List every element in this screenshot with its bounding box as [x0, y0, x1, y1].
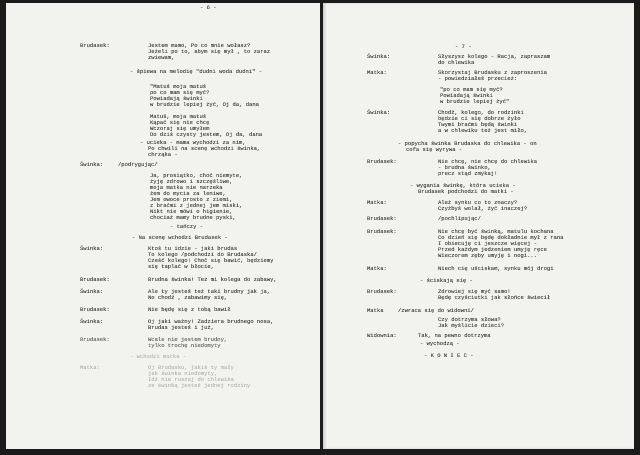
speaker-note: /pochlipując/	[438, 215, 481, 222]
stage-direction: - wychodzą -	[420, 340, 460, 347]
dialogue-line: Brudas jesteś i już,	[148, 324, 215, 331]
speaker-label: Matka:	[367, 69, 387, 76]
right-page	[323, 3, 634, 449]
speaker-label: Brudasek:	[367, 158, 397, 165]
speaker-label: Matka:	[367, 265, 387, 272]
speaker-label: Świnka:	[80, 161, 104, 168]
dialogue-line: się taplać w błocie,	[148, 263, 215, 270]
speaker-label: Świnka:	[80, 245, 104, 252]
speaker-note: /zwraca się do widowni/	[398, 307, 474, 314]
dialogue-line: Zdrowiej się myć samo!	[438, 288, 511, 295]
song-line: Jem owoce prosto z ziemi,	[150, 196, 233, 203]
dialogue-line: Ale ty jesteś też taki brudny jak ja,	[148, 288, 271, 295]
dialogue-line: będzie ci się dobrze żyło	[438, 115, 521, 122]
dialogue-line: Jeżeli po to, abym się mył , to zaraz	[148, 48, 271, 55]
stage-direction: - Na scenę wchodzi Brudasek -	[132, 234, 228, 241]
dialogue-line: Oj Brudasku, jakiś ty mały	[148, 364, 234, 371]
song-line: Powiadają świnki	[150, 95, 203, 102]
dialogue-line: Oj jaki ważny! Zadziera brudnego nosa,	[148, 318, 274, 325]
dialogue-line: precz stąd zmykaj!	[438, 170, 498, 177]
stage-direction: - ściskają się -	[420, 277, 473, 284]
dialogue-line: Wieczorem zęby umyję i nogi...	[438, 252, 538, 259]
speaker-label: Świnka:	[80, 318, 104, 325]
speaker-label: Świnka:	[80, 288, 104, 295]
dialogue-line: Jak myślicie dzieci?	[438, 322, 505, 329]
dialogue-line: jak świnka niedomyty,	[148, 370, 218, 377]
song-line: "po co mam się myć?	[440, 86, 503, 93]
dialogue-line: I obiecuję ci jeszcze więcej -	[438, 240, 538, 247]
stage-direction: - popycha świnka Brudaska do chlewika - on	[398, 140, 537, 147]
dialogue-line: Niech cię uściskam, synku mój drogi	[438, 265, 554, 272]
stage-direction: Po chwili na scenę wchodzi świnka,	[148, 145, 261, 152]
song-line: Ja, prosiątko, choć niemyte,	[150, 172, 243, 179]
stage-direction: - wygania świnkę, która ucieka -	[410, 182, 516, 189]
dialogue-line: zwiewam,	[148, 54, 175, 61]
dialogue-line: do chlewika	[438, 59, 475, 66]
speaker-label: Brudasek:	[80, 306, 110, 313]
speaker-label: Brudasek:	[367, 228, 397, 235]
song-line: Nikt nie mówi o higienie,	[150, 208, 233, 215]
song-line: "Matuś moja matuś	[150, 83, 207, 90]
speaker-label: Świnka:	[367, 109, 391, 116]
dialogue-line: Twymi braćmi będą świnki	[438, 121, 518, 128]
dialogue-line: tylko trochę niedomyty	[148, 342, 221, 349]
song-line: z braćmi z jednej jem miski,	[150, 202, 243, 209]
dialogue-line: Skorzystaj Brudasku z zaproszenia	[438, 69, 547, 76]
stage-direction: - tańczy -	[170, 223, 204, 230]
page-number: - 7 -	[455, 43, 472, 50]
speaker-label: Widownia:	[367, 332, 397, 339]
dialogue-line: Co dzień się będę dokładnie mył z rana	[438, 234, 564, 241]
song-line: w brudzie lepiej żyć"	[440, 98, 510, 105]
dialogue-line: No chodź , zabawimy się,	[148, 294, 228, 301]
stage-direction: - wchodzi matka -	[130, 353, 187, 360]
speaker-label: Matka	[367, 307, 384, 314]
speaker-label: Brudasek:	[80, 42, 110, 49]
song-line: Powiadają świnki	[440, 92, 493, 99]
stage-direction: Brudasek podchodzi do matki -	[418, 188, 514, 195]
dialogue-line: Nie chcę być świnką, matulu kochana	[438, 228, 554, 235]
speaker-label: Matka:	[80, 364, 100, 371]
speaker-label: Świnka:	[367, 53, 391, 60]
dialogue-line: Wcale nie jestem brudny,	[148, 336, 228, 343]
speaker-label: Matka:	[367, 199, 387, 206]
song-line: żem do mycia za leniwe,	[150, 190, 226, 197]
song-line: Kąpać się nie chcę	[150, 119, 210, 126]
dialogue-line: Czy dotrzyma słowa?	[438, 316, 501, 323]
speaker-label: Brudasek:	[80, 276, 110, 283]
dialogue-line: a w chlewiku też jest miło,	[438, 127, 528, 134]
dialogue-line: - powiedziałeś przecież:	[438, 75, 518, 82]
speaker-label: Brudasek:	[367, 215, 397, 222]
stage-direction: cofa się wyrywa -	[406, 146, 463, 153]
dialogue-line: Słyszysz kolego - Racja, zapraszam	[438, 53, 551, 60]
song-line: żyję zdrowo i szczęśliwe,	[150, 178, 233, 185]
dialogue-line: Nie będę się z tobą bawił	[148, 306, 231, 313]
dialogue-line: Jestem mamo, Po co mnie wołasz?	[148, 42, 251, 49]
song-line: po co mam się myć?	[150, 89, 210, 96]
dialogue-line: Czyżbyś wolał, żyć inaczej?	[438, 205, 528, 212]
dialogue-line: Cześć kolego! Choć się bawić, będziemy	[148, 257, 274, 264]
song-line: chociaż mamy brudne pyski,	[150, 214, 236, 221]
speaker-label: Brudasek:	[80, 336, 110, 343]
song-line: Matuś, moja matuś	[150, 113, 207, 120]
song-line: w brudzie lepiej żyć, Oj da, dana	[150, 101, 259, 108]
dialogue-line: ze świnką jesteś jednej rodziny	[148, 382, 251, 389]
page-number: - 6 -	[200, 4, 217, 11]
dialogue-line: Ależ synku co to znaczy?	[438, 199, 518, 206]
end-marker: - K O N I E C -	[424, 352, 474, 359]
dialogue-line: To kolego /podchodzi do Brudaska/	[148, 251, 257, 258]
dialogue-line: Tak, na pewno dotrzyma	[418, 332, 491, 339]
song-line: Do dziś czysty jestem, Oj da, dana	[150, 131, 263, 138]
dialogue-line: Idź nie ruszaj do chlewika	[148, 376, 234, 383]
stage-direction: - śpiewa na melodię "dudni woda dudni" -	[130, 68, 263, 75]
dialogue-line: Ktoś tu idzie - jaki brudas	[148, 245, 238, 252]
speaker-note: /podrygując/	[118, 161, 158, 168]
dialogue-line: Przed każdym jedzeniem umyję ręce	[438, 246, 547, 253]
stage-direction: - ucieka - mama wychodzi za nim,	[140, 139, 246, 146]
song-line: moja matka nie narzeka	[150, 184, 223, 191]
left-page	[6, 3, 320, 449]
speaker-label: Brudasek:	[367, 288, 397, 295]
dialogue-line: Brudna świnka! Też mi kolega do zabawy,	[148, 276, 277, 283]
dialogue-line: - brudna świnko,	[438, 164, 491, 171]
dialogue-line: Nie chcę, nie chcę do chlewika	[438, 158, 538, 165]
dialogue-line: Chodź, kolego, do rodzinki	[438, 109, 524, 116]
dialogue-line: Będę czyściutki jak słońce świecił	[438, 294, 551, 301]
song-line: Wczoraj się umyłem	[150, 125, 210, 132]
stage-direction: chrząka -	[148, 151, 178, 158]
